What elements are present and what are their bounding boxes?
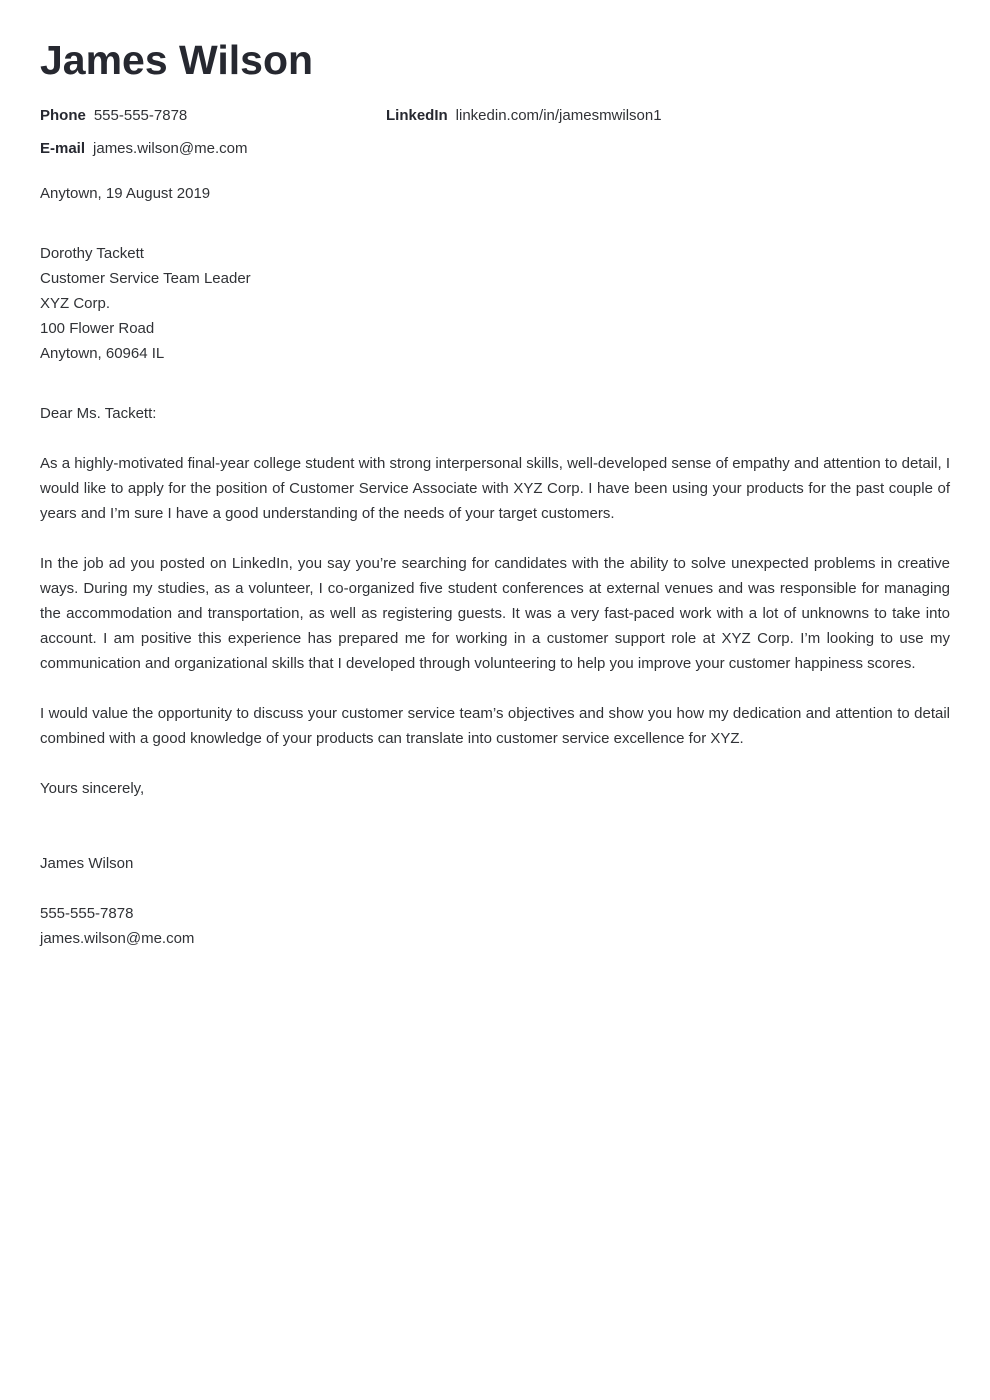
recipient-name: Dorothy Tackett	[40, 245, 144, 262]
body-paragraph-1: As a highly-motivated final-year college student with strong interpersonal skills, well-developed sense of empathy and attention to detail, I would like to apply for the position of Customer Service Associate with XYZ Corp. I have been using your products for the past couple of years and I’m sure I have a good understanding of the needs of your target customers.	[40, 455, 950, 522]
email-contact	[40, 139, 247, 159]
salutation: Dear Ms. Tackett:	[40, 405, 157, 422]
recipient-title: Customer Service Team Leader	[40, 270, 251, 287]
body-paragraph-2: In the job ad you posted on LinkedIn, you say you’re searching for candidates with the ability to solve unexpected problems in creative ways. During my studies, as a volunteer, I co-organized five student conferences at external venues and was responsible for managing the accommodation and transportation, as well as registering guests. It was a very fast-paced work with a lot of unknowns to take into account. I am positive this experience has prepared me for working in a customer support role at XYZ Corp. I’m looking to use my communication and organizational skills that I developed through volunteering to help you improve your customer happiness scores.	[40, 555, 950, 672]
closing: Yours sincerely,	[40, 780, 145, 797]
phone-label: Phone	[40, 107, 86, 124]
email-label: E-mail	[40, 140, 86, 157]
phone-contact	[40, 106, 187, 126]
linkedin-label: LinkedIn	[386, 107, 448, 124]
date-line: Anytown, 19 August 2019	[40, 185, 211, 202]
recipient-city: Anytown, 60964 IL	[40, 345, 165, 362]
recipient-block	[40, 241, 251, 366]
body-paragraph-3: I would value the opportunity to discuss your customer service team’s objectives and show you how my dedication and attention to detail combined with a good knowledge of your products can translate into customer service excellence for XYZ.	[40, 705, 950, 747]
email-value: james.wilson@me.com	[93, 140, 248, 157]
applicant-name: James Wilson	[40, 37, 314, 83]
linkedin-value: linkedin.com/in/jamesmwilson1	[455, 107, 662, 124]
phone-value: 555-555-7878	[93, 107, 188, 124]
recipient-street: 100 Flower Road	[40, 320, 155, 337]
signature-name: James Wilson	[40, 855, 134, 872]
signature-contact	[40, 901, 194, 951]
signature-email: james.wilson@me.com	[40, 930, 195, 947]
recipient-company: XYZ Corp.	[40, 295, 111, 312]
signature-phone: 555-555-7878	[40, 905, 134, 922]
linkedin-contact	[386, 106, 662, 126]
